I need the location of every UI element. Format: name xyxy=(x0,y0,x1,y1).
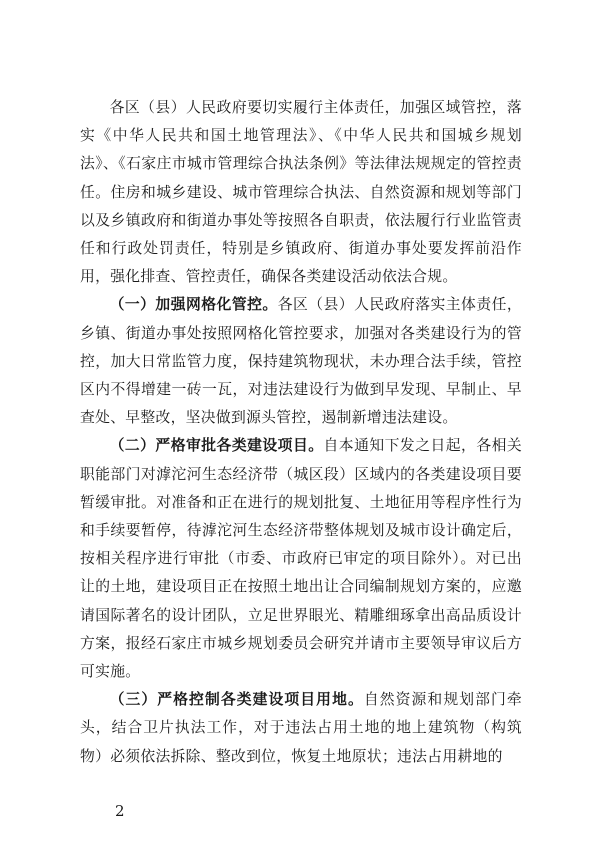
page-number: 2 xyxy=(115,802,125,820)
paragraph-3-text: 自本通知下发之日起，各相关职能部门对滹沱河生态经济带（城区段）区域内的各类建设项目要暂缓审批。对准备和正在进行的规划批复、土地征用等程序性行为和手续要暂停，待滹沱河生态经济带整体规划及城市设计确定后，按相关程序进行审批（市委、市政府已审定的项目除外）。对已出让的土地，建设项目正在按照土地出让合同编制规划方案的，应邀请国际著名的设计团队，立足世界眼光、精雕细琢拿出高品质设计方案，报经石家庄市城乡规划委员会研究并请市主要领导审议后方可实施。 xyxy=(80,437,522,681)
paragraph-2 xyxy=(80,291,522,432)
paragraph-4 xyxy=(80,686,522,771)
paragraph-2-text: 各区（县）人民政府落实主体责任，乡镇、街道办事处按照网格化管控要求，加强对各类建设行为的管控，加大日常监管力度，保持建筑物现状，未办理合法手续，管控区内不得增建一砖一瓦，对违法建设行为做到早发现、早制止、早查处、早整改，坚决做到源头管控，遏制新增违法建设。 xyxy=(80,296,522,427)
paragraph-1 xyxy=(80,94,522,291)
paragraph-4-heading: （三）严格控制各类建设项目用地。 xyxy=(109,691,364,709)
paragraph-4-text: 自然资源和规划部门牵头，结合卫片执法工作，对于违法占用土地的地上建筑物（构筑物）必须依法拆除、整改到位，恢复土地原状；违法占用耕地的 xyxy=(80,691,522,765)
paragraph-2-heading: （一）加强网格化管控。 xyxy=(109,296,278,314)
paragraph-3 xyxy=(80,432,522,686)
paragraph-1-text: 各区（县）人民政府要切实履行主体责任，加强区域管控，落实《中华人民共和国土地管理法》、《中华人民共和国城乡规划法》、《石家庄市城市管理综合执法条例》等法律法规规定的管控责任。住房和城乡建设、城市管理综合执法、自然资源和规划等部门以及乡镇政府和街道办事处等按照各自职责，依法履行行业监管责任和行政处罚责任，特别是乡镇政府、街道办事处要发挥前沿作用，强化排查、管控责任，确保各类建设活动依法合规。 xyxy=(80,99,522,286)
paragraph-3-heading: （二）严格审批各类建设项目。 xyxy=(109,437,324,455)
document-body xyxy=(80,94,522,771)
